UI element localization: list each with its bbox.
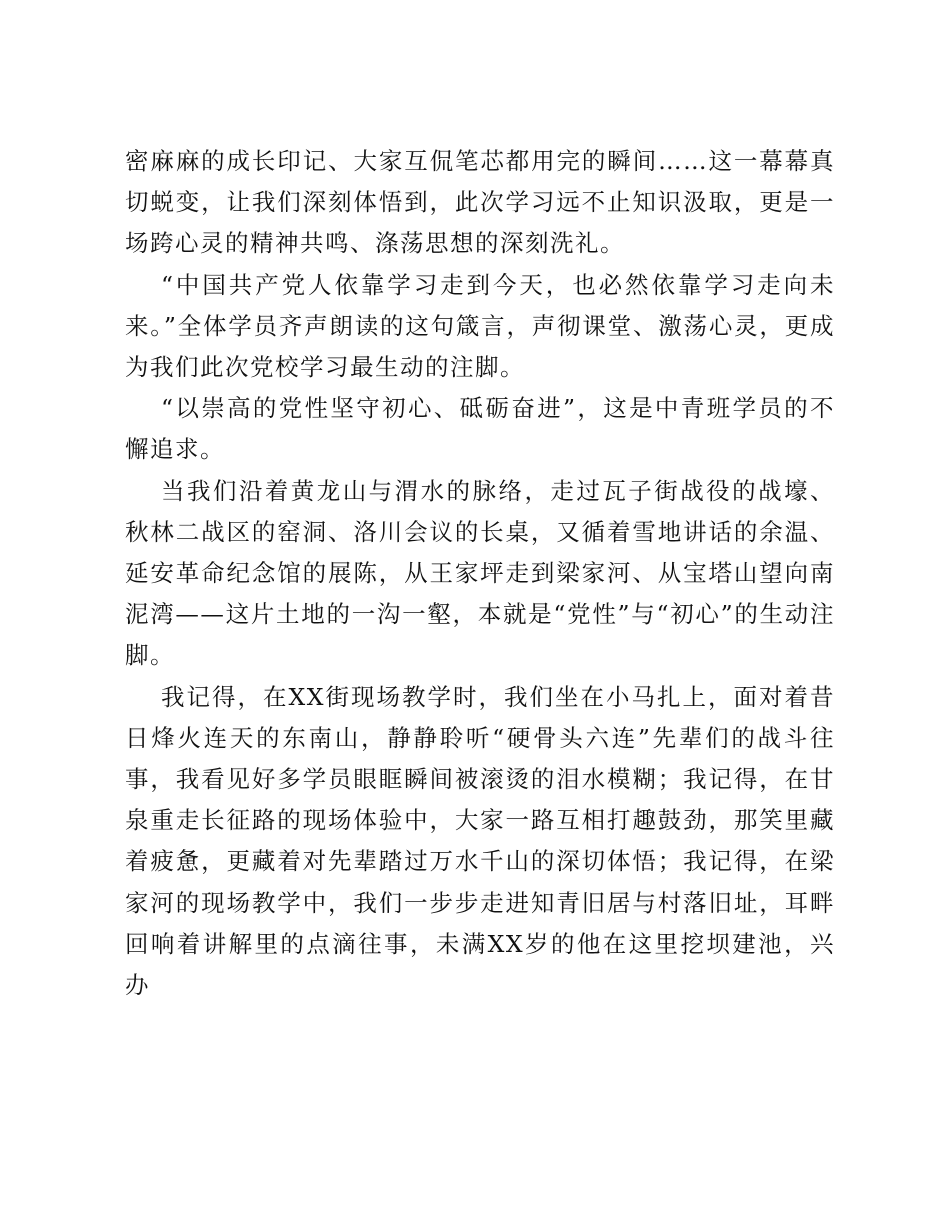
paragraph-4: 当我们沿着黄龙山与渭水的脉络，走过瓦子街战役的战壕、秋林二战区的窑洞、洛川会议的长桌，又循着雪地讲话的余温、延安革命纪念馆的展陈，从王家坪走到梁家河、从宝塔山望向南泥湾——这片土地的一沟一壑，本就是“党性”与“初心”的生动注脚。 — [125, 476, 835, 670]
document-body — [125, 141, 835, 1006]
paragraph-1: 密麻麻的成长印记、大家互侃笔芯都用完的瞬间……这一幕幕真切蜕变，让我们深刻体悟到，此次学习远不止知识汲取，更是一场跨心灵的精神共鸣、涤荡思想的深刻洗礼。 — [125, 147, 835, 258]
paragraph-3: “以崇高的党性坚守初心、砥砺奋进”，这是中青班学员的不懈追求。 — [125, 394, 835, 464]
paragraph-2: “中国共产党人依靠学习走到今天，也必然依靠学习走向未来。”全体学员齐声朗读的这句箴言，声彻课堂、激荡心灵，更成为我们此次党校学习最生动的注脚。 — [125, 270, 835, 382]
paragraph-5: 我记得，在XX街现场教学时，我们坐在小马扎上，面对着昔日烽火连天的东南山，静静聆听“硬骨头六连”先辈们的战斗往事，我看见好多学员眼眶瞬间被滚烫的泪水模糊；我记得，在甘泉重走长征路的现场体验中，大家一路互相打趣鼓劲，那笑里藏着疲惫，更藏着对先辈踏过万水千山的深切体悟；我记得，在梁家河的现场教学中，我们一步步走进知青旧居与村落旧址，耳畔回响着讲解里的点滴往事，未满XX岁的他在这里挖坝建池，兴办 — [125, 682, 835, 1000]
